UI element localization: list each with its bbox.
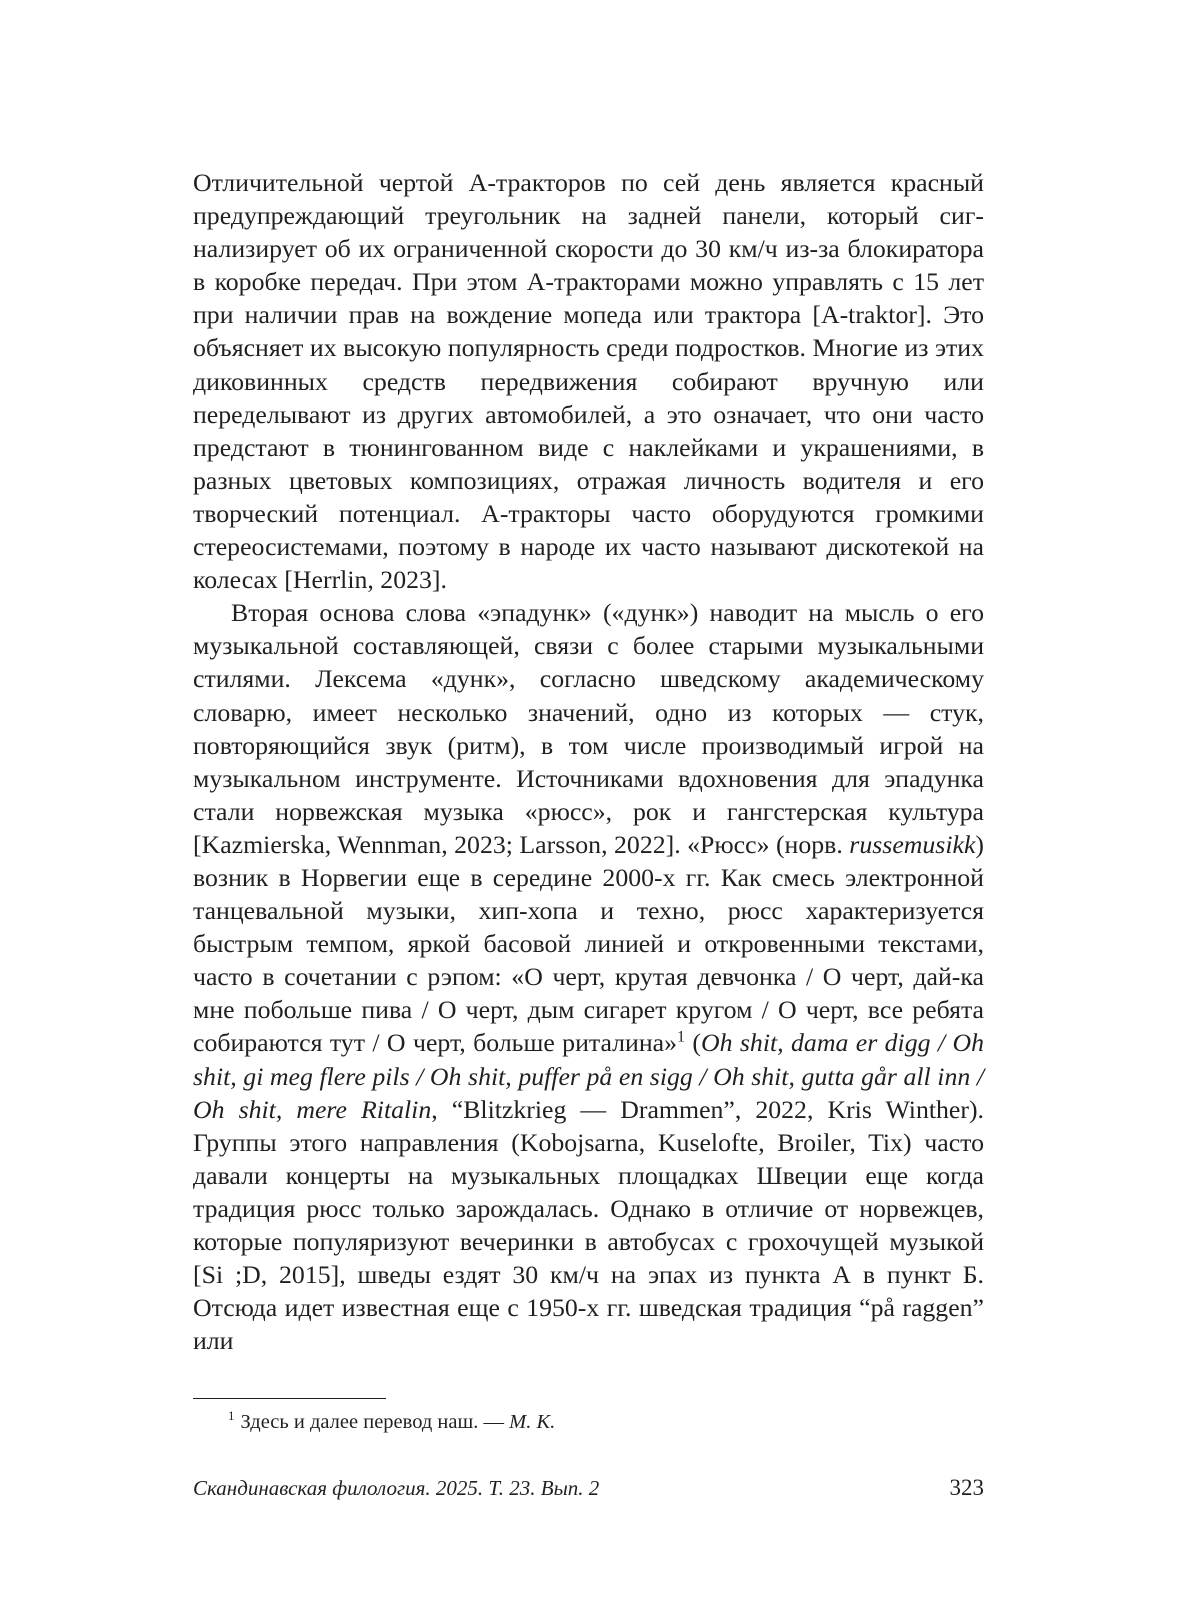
footnote: [228, 1408, 984, 1436]
paragraph-1: [193, 166, 984, 596]
paragraph-2: [193, 596, 984, 1357]
page-footer: [193, 1473, 984, 1503]
footnote-author: М. К.: [509, 1411, 556, 1433]
footnote-reference[interactable]: 1: [676, 1028, 685, 1046]
page-number: 323: [949, 1475, 984, 1500]
footnote-divider: [193, 1398, 386, 1399]
paragraph-1-text: Отличительной чертой А-тракторов по сей день является красный предупреждающий треугольник на задней панели, который сигнализирует об их ограниченной скорости до 30 км/ч из-за блокиратора в коробке передач. При этом А-тракторами можно управлять с 15 лет при наличии прав на вождение мопеда или трактора [A-traktor]. Это объясняет их высокую популярность среди подростков. Многие из этих диковинных средств передвижения собирают вручную или переделывают из других автомобилей, а это означает, что они часто предстают в тюнингованном виде с наклейками и украшениями, в разных цветовых композициях, отражая личность водителя и его творческий потенциал. А-тракторы часто оборудуются громкими стереосистемами, поэтому в народе их часто называют дискотекой на колесах [Herrlin, 2023].: [193, 168, 984, 595]
journal-title: Скандинавская филология. 2025. Т. 23. Вып. 2: [193, 1476, 600, 1500]
song-lyrics-quote: Oh shit, dama er digg / Oh shit, gi meg flere pils / Oh shit, puffer på en sigg / Oh shit, gutta går all inn / Oh shit, mere Ritalin: [193, 1028, 984, 1124]
term-russemusikk: russemusikk: [849, 829, 976, 859]
paragraph-2-part1: Вторая основа слова «эпадунк» («дунк») наводит на мысль о его музыкальной составляющей, связи с более старыми музыкальными стилями. Лексема «дунк», согласно шведскому академическому словарю, имеет несколько значений, одно из которых — стук, повторяющийся звук (ритм), в том числе производимый игрой на музыкальном инструменте. Источниками вдохновения для эпадунка стали норвежская музыка «рюсс», рок и гангстерская культура [Kazmierska, Wennman, 2023; Larsson, 2022]. «Рюсс» (норв.: [193, 598, 984, 859]
main-text: [193, 166, 984, 1357]
paragraph-2-part4: , “Blitzkrieg — Drammen”, 2022, Kris Winther). Группы этого направления (Kobojsarna, Kuselofte, Broiler, Tix) часто давали концерты на музыкальных площадках Швеции еще когда традиция рюсс только зарождалась. Однако в отличие от норвежцев, которые популяризуют вечеринки в автобусах с грохочущей музыкой [Si ;D, 2015], шведы ездят 30 км/ч на эпах из пункта А в пункт Б. Отсюда идет известная еще с 1950-х гг. шведская традиция “på raggen” или: [193, 1094, 984, 1356]
footnote-text: Здесь и далее перевод наш. —: [240, 1411, 510, 1433]
paragraph-2-part3: (: [684, 1028, 701, 1058]
footnote-number: 1: [228, 1408, 235, 1424]
paragraph-2-part2: ) возник в Норвегии еще в середине 2000-х гг. Как смесь электронной танцевальной музыки, хип-хопа и техно, рюсс характеризуется быстрым темпом, яркой басовой линией и откровенными текстами, часто в сочетании с рэпом: «О черт, крутая девчонка / О черт, дай-ка мне побольше пива / О черт, дым сигарет кругом / О черт, все ребята собираются тут / О черт, больше риталина»: [193, 829, 984, 1058]
